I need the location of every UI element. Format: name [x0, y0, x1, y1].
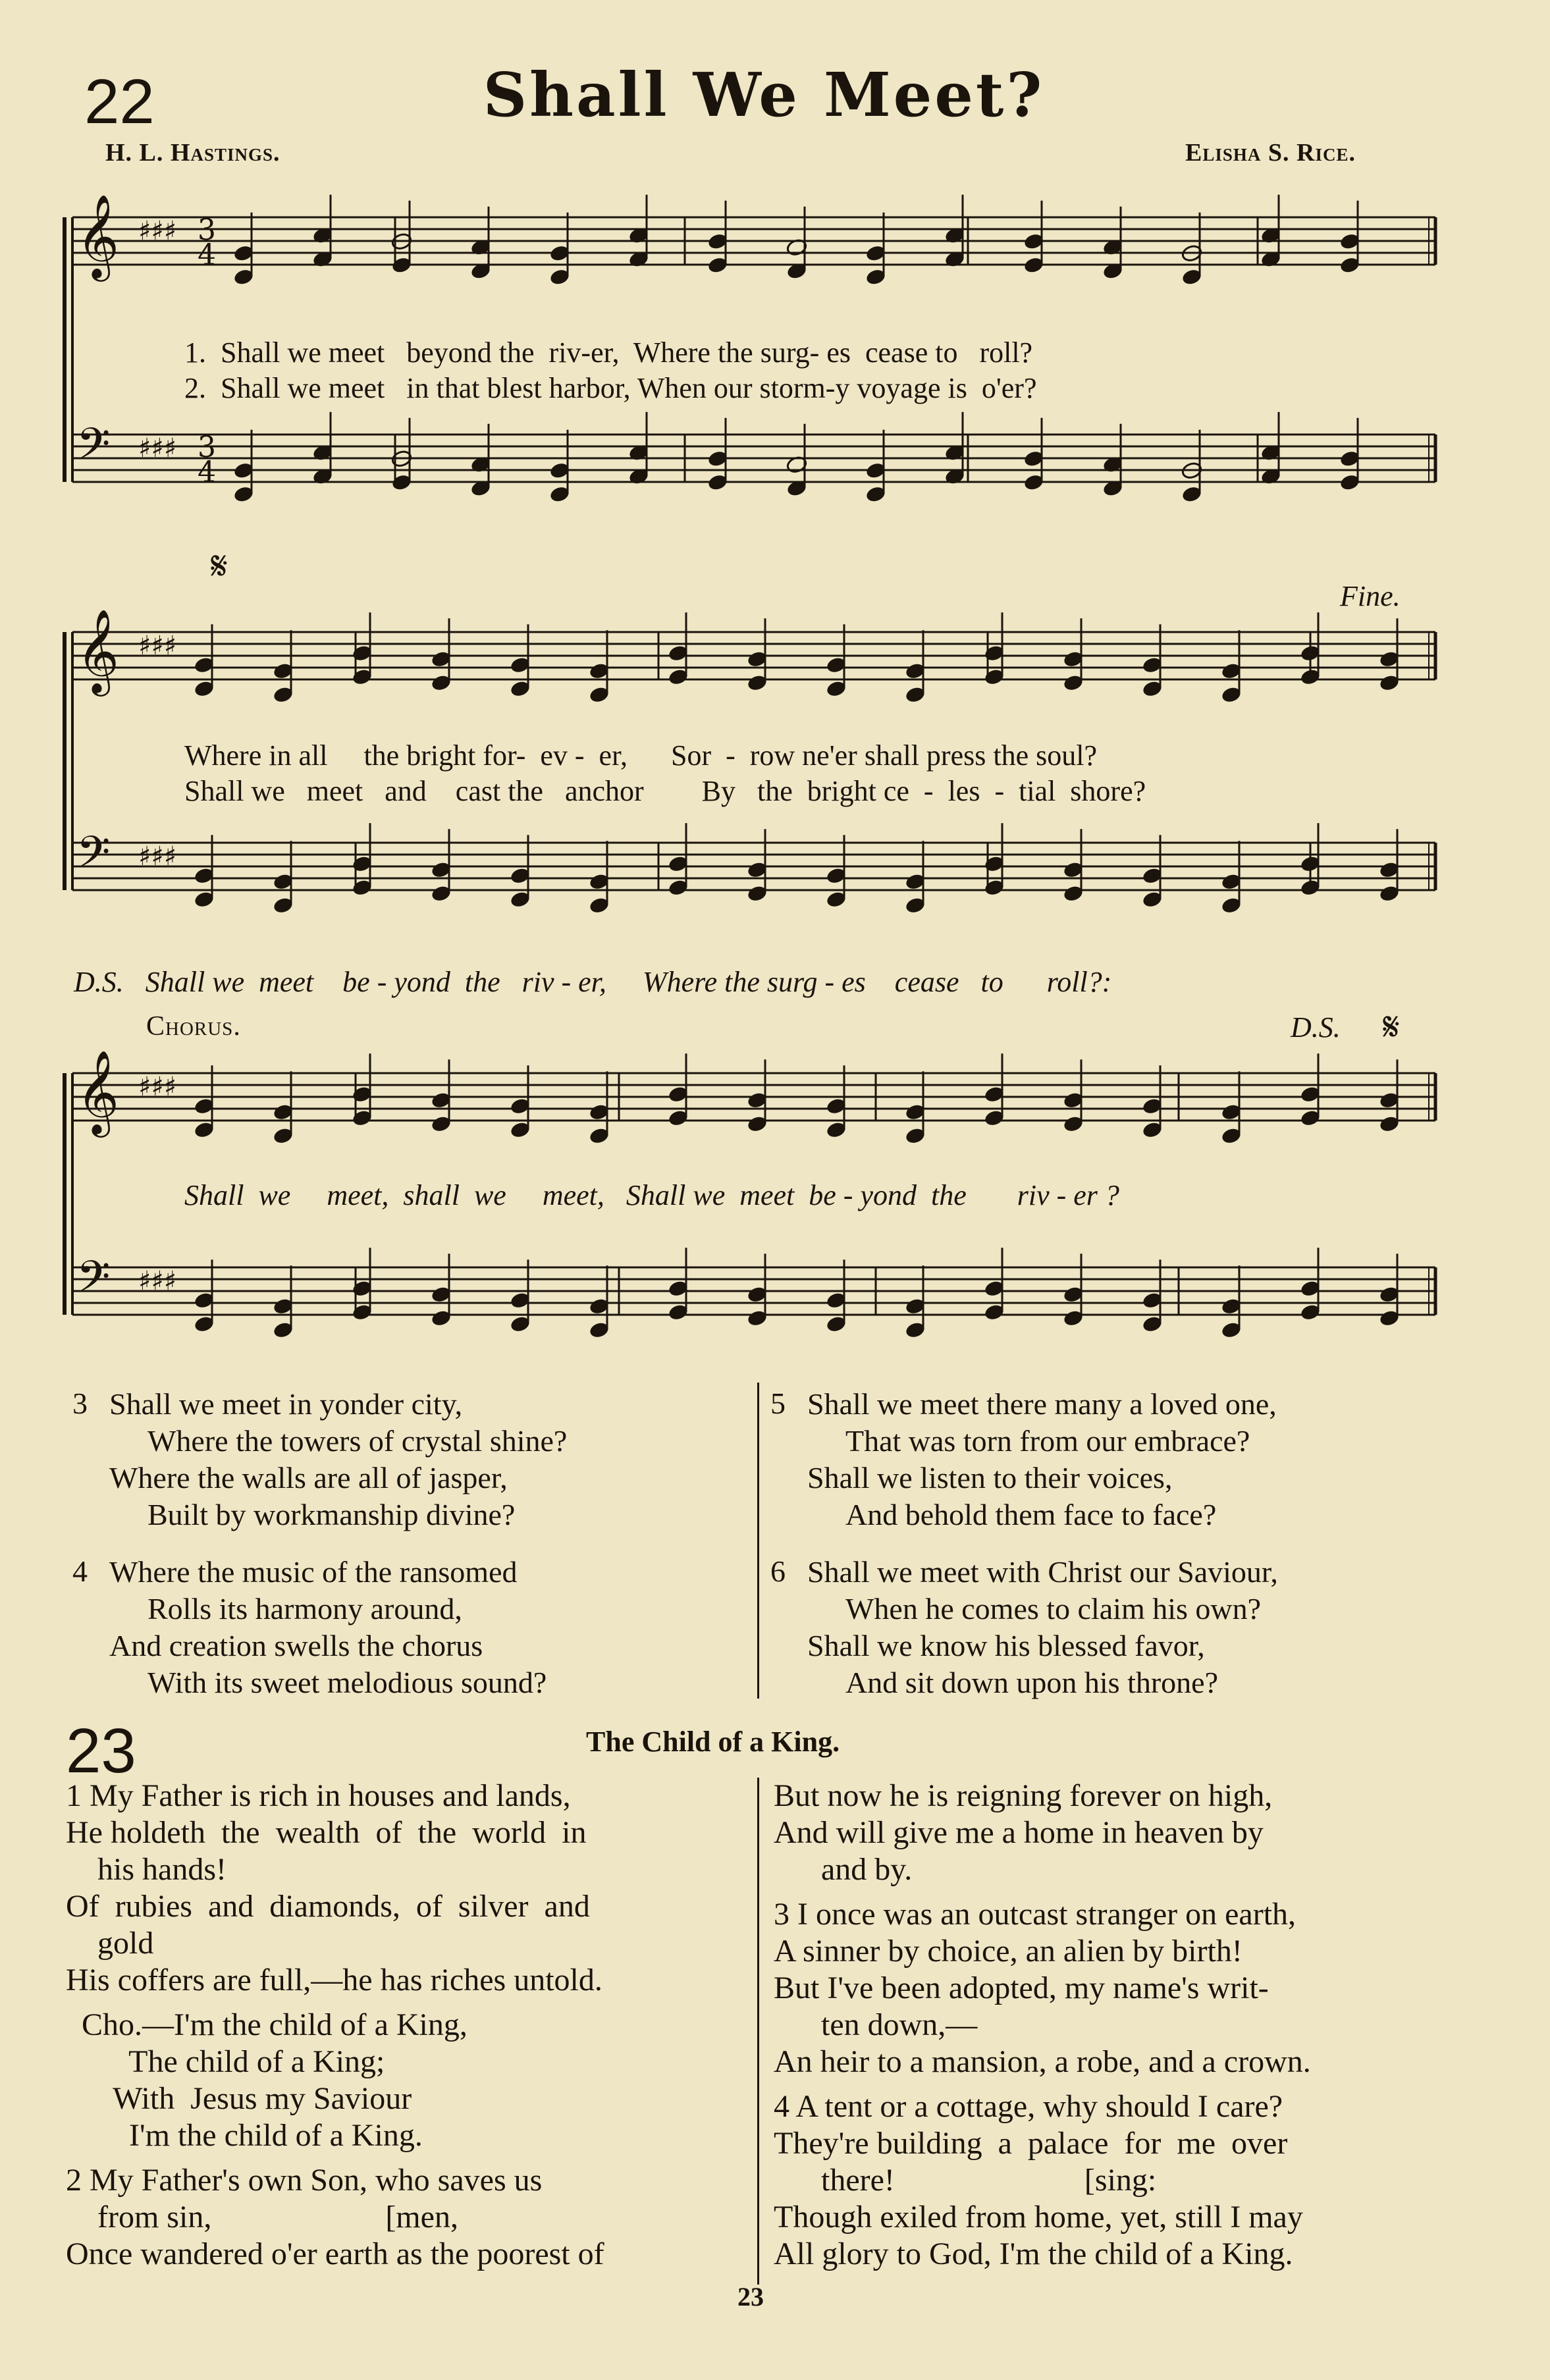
verse-number: 4	[72, 1554, 88, 1588]
text-line: A sinner by choice, an alien by birth!	[774, 1934, 1243, 1969]
treble-clef: 𝄞	[76, 1049, 120, 1134]
chorus-line: Cho.—I'm the child of a King,	[66, 2007, 468, 2042]
verse-line: Shall we meet in yonder city,	[109, 1387, 463, 1421]
verse-line: Built by workmanship divine?	[147, 1498, 516, 1531]
system1-verse1-lyrics: 1. Shall we meet beyond the riv-er, Where the surg- es cease to roll?	[184, 336, 1033, 369]
text-line: And will give me a home in heaven by	[774, 1815, 1264, 1850]
system1-verse2-lyrics: 2. Shall we meet in that blest harbor, When our storm-y voyage is o'er?	[184, 372, 1037, 404]
treble-clef: 𝄞	[76, 194, 120, 278]
verse-line: And sit down upon his throne?	[845, 1666, 1219, 1699]
verse-line: Where the walls are all of jasper,	[109, 1461, 508, 1494]
verse-line: With its sweet melodious sound?	[147, 1666, 547, 1699]
verse-number: 3	[72, 1387, 88, 1420]
verse-number: 6	[770, 1554, 786, 1588]
text-line: there! [sing:	[774, 2163, 1157, 2198]
verse-line: When he comes to claim his own?	[845, 1592, 1262, 1626]
hymn-23-right-column	[774, 1778, 1498, 2273]
text-line: But now he is reigning forever on high,	[774, 1778, 1273, 1813]
time-signature: 4	[198, 238, 216, 272]
chorus-line: The child of a King;	[66, 2044, 385, 2079]
verse-6	[770, 1554, 1278, 1701]
chorus-lyrics: Shall we meet, shall we meet, Shall we meet be - yond the riv - er ?	[184, 1179, 1119, 1211]
ds-lyric-line: D.S. Shall we meet be - yond the riv - er, Where the surg - es cease to roll?:	[74, 966, 1112, 998]
verses-divider	[757, 1383, 759, 1699]
treble-clef: 𝄞	[76, 608, 120, 693]
hymn-23-title: The Child of a King.	[586, 1726, 840, 1758]
page-number: 23	[737, 2282, 764, 2312]
chorus-label: Chorus.	[146, 1011, 241, 1042]
chorus-line: I'm the child of a King.	[66, 2118, 423, 2153]
key-signature: ♯♯♯	[138, 216, 177, 246]
hymn-number-22: 22	[84, 66, 155, 137]
text-line: ten down,—	[774, 2007, 978, 2042]
chorus-line: With Jesus my Saviour	[66, 2081, 412, 2116]
text-line: Though exiled from home, yet, still I may	[774, 2200, 1303, 2235]
verse-4	[72, 1554, 547, 1701]
text-line: and by.	[774, 1852, 913, 1887]
text-line: Of rubies and diamonds, of silver and	[66, 1889, 590, 1924]
text-line: He holdeth the wealth of the world in	[66, 1815, 587, 1850]
verse-line: Shall we know his blessed favor,	[807, 1629, 1205, 1662]
key-signature: ♯♯♯	[138, 631, 177, 661]
segno-sign: 𝄋	[211, 543, 228, 589]
text-line: his hands!	[66, 1852, 227, 1887]
system2-verse2-lyrics: Shall we meet and cast the anchor By the bright ce - les - tial shore?	[184, 775, 1146, 807]
verse-3	[72, 1386, 567, 1533]
key-signature: ♯♯♯	[138, 1266, 177, 1296]
text-line: His coffers are full,—he has riches untold.	[66, 1963, 602, 1997]
system2-verse1-lyrics: Where in all the bright for- ev - er, Sor - row ne'er shall press the soul?	[184, 739, 1097, 772]
key-signature: ♯♯♯	[138, 1072, 177, 1102]
segno-sign: 𝄋	[1383, 1004, 1400, 1050]
verse-line: Shall we meet there many a loved one,	[807, 1387, 1277, 1421]
text-line: 4 A tent or a cottage, why should I care?	[774, 2089, 1283, 2124]
verse-line: Shall we listen to their voices,	[807, 1461, 1173, 1494]
verse-line: Where the towers of crystal shine?	[147, 1424, 568, 1458]
time-signature: 4	[198, 456, 216, 489]
verse-number: 5	[770, 1387, 786, 1420]
text-line: 3 I once was an outcast stranger on earth,	[774, 1897, 1296, 1932]
time-signature: 3	[198, 213, 216, 247]
verse-line: That was torn from our embrace?	[845, 1424, 1250, 1458]
verse-line: And behold them face to face?	[845, 1498, 1217, 1531]
ds-marking: D.S.	[1291, 1011, 1341, 1044]
text-line: Once wandered o'er earth as the poorest of	[66, 2236, 604, 2271]
text-line: from sin, [men,	[66, 2200, 458, 2235]
text-line: An heir to a mansion, a robe, and a crown.	[774, 2044, 1311, 2079]
bass-clef: 𝄢	[76, 419, 111, 480]
verse-line: Shall we meet with Christ our Saviour,	[807, 1555, 1278, 1589]
verse-line: Where the music of the ransomed	[109, 1555, 518, 1589]
text-line: They're building a palace for me over	[774, 2126, 1288, 2161]
hymn-23-left-column	[66, 1778, 737, 2273]
text-line: 1 My Father is rich in houses and lands,	[66, 1778, 571, 1813]
hymn-23-divider	[757, 1778, 759, 2285]
lyricist-credit: H. L. Hastings.	[105, 139, 281, 167]
hymn-number-23: 23	[66, 1716, 136, 1786]
text-line: All glory to God, I'm the child of a King.	[774, 2236, 1293, 2271]
text-line: gold	[66, 1926, 154, 1961]
key-signature: ♯♯♯	[138, 433, 177, 463]
composer-credit: Elisha S. Rice.	[1185, 139, 1356, 167]
verse-line: And creation swells the chorus	[109, 1629, 483, 1662]
verse-line: Rolls its harmony around,	[147, 1592, 462, 1626]
bass-clef: 𝄢	[76, 827, 111, 888]
bass-clef: 𝄢	[76, 1252, 111, 1313]
hymn-title: Shall We Meet?	[483, 59, 1045, 130]
fine-marking: Fine.	[1340, 580, 1401, 612]
text-line: But I've been adopted, my name's writ-	[774, 1970, 1269, 2005]
text-line: 2 My Father's own Son, who saves us	[66, 2163, 543, 2198]
key-signature: ♯♯♯	[138, 841, 177, 872]
verse-5	[770, 1386, 1277, 1533]
time-signature: 3	[198, 431, 216, 464]
